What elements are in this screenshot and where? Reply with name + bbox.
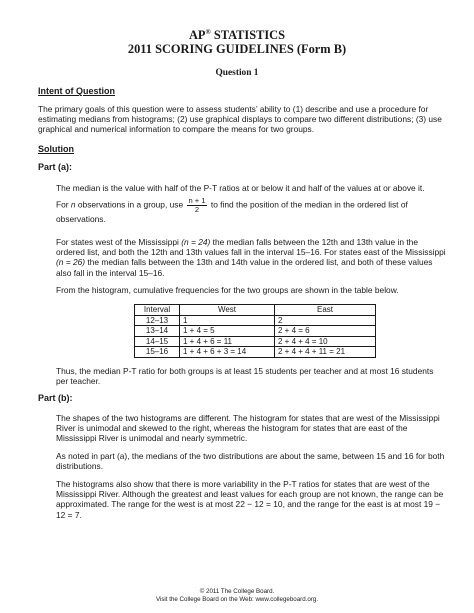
median-position-fraction: $\frac{n + 1}{2}$ bbox=[188, 196, 206, 214]
table-row bbox=[135, 315, 376, 326]
part-a-paragraph-2: For n observations in a group, use $\frac{n + 1}{2}$ to find the position of the median in the ordered list of observations. bbox=[56, 196, 408, 224]
table-header-cell: Interval bbox=[135, 305, 180, 316]
table-cell: 1 bbox=[180, 315, 275, 326]
part-b-label: Part (b): bbox=[38, 393, 73, 403]
table-cell: 2 + 4 = 6 bbox=[275, 326, 376, 337]
cumulative-frequency-table bbox=[134, 304, 376, 358]
part-a-paragraph-1: The median is the value with half of the P-T ratios at or below it and half of the values at or above it. bbox=[56, 183, 425, 193]
table-row bbox=[135, 336, 376, 347]
table-cell: 14–15 bbox=[135, 336, 180, 347]
table-cell: 12–13 bbox=[135, 315, 180, 326]
table-cell: 15–16 bbox=[135, 347, 180, 358]
part-a-paragraph-4: From the histogram, cumulative frequencies for the two groups are shown in the table below. bbox=[56, 285, 399, 295]
part-a-paragraph-3: For states west of the Mississippi (n = 24) the median falls between the 12th and 13th value in the ordered list, and both the 12th and 13th values fall in the interval 15–16. For states east of the Mississippi (n = 26) the median falls between the 13th and 14th value in the ordered list, and both of these values also fall in the interval 15–16. bbox=[56, 237, 446, 278]
solution-heading: Solution bbox=[38, 144, 74, 154]
part-b-paragraph-3: The histograms also show that there is more variability in the P-T ratios for states that are west of the Mississippi River. Although the greatest and least values for each group are not known, the range can be approximated. The range for the west is at most 22 − 12 = 10, and the range for the east is at most 19 − 12 = 7. bbox=[56, 479, 444, 520]
table-cell: 13–14 bbox=[135, 326, 180, 337]
part-a-paragraph-5: Thus, the median P-T ratio for both groups is at least 15 students per teacher and at most 16 students per teacher. bbox=[56, 366, 434, 387]
table-row bbox=[135, 326, 376, 337]
table-cell: 1 + 4 + 6 + 3 = 14 bbox=[180, 347, 275, 358]
table-row bbox=[135, 347, 376, 358]
table-header-cell: East bbox=[275, 305, 376, 316]
table-cell: 1 + 4 + 6 = 11 bbox=[180, 336, 275, 347]
footer-website: Visit the College Board on the Web: www.collegeboard.org. bbox=[155, 596, 319, 603]
table-cell: 2 + 4 + 4 + 11 = 21 bbox=[275, 347, 376, 358]
part-a-label: Part (a): bbox=[38, 162, 73, 172]
table-cell: 1 + 4 = 5 bbox=[180, 326, 275, 337]
table-header-cell: West bbox=[180, 305, 275, 316]
question-title: Question 1 bbox=[215, 68, 259, 78]
table-cell: 2 + 4 + 4 = 10 bbox=[275, 336, 376, 347]
header-line-2: 2011 SCORING GUIDELINES (Form B) bbox=[127, 42, 347, 56]
header-line-1: AP® STATISTICS bbox=[188, 27, 286, 42]
intent-text: The primary goals of this question were to assess students’ ability to (1) describe and use a procedure for estimating medians from histograms; (2) use graphical displays to compare two different distributions; (3) use graphical and numerical information to compare the means for two groups. bbox=[38, 104, 442, 135]
table-cell: 2 bbox=[275, 315, 376, 326]
intent-heading: Intent of Question bbox=[38, 86, 115, 96]
table-header-row bbox=[135, 305, 376, 316]
part-b-paragraph-1: The shapes of the two histograms are different. The histogram for states that are west of the Mississippi River is unimodal and skewed to the right, whereas the histogram for states that are east of the Mississippi River is unimodal and nearly symmetric. bbox=[56, 413, 440, 444]
part-b-paragraph-2: As noted in part (a), the medians of the two distributions are about the same, between 15 and 16 for both distributions. bbox=[56, 451, 445, 472]
footer-copyright: © 2011 The College Board. bbox=[199, 588, 275, 595]
